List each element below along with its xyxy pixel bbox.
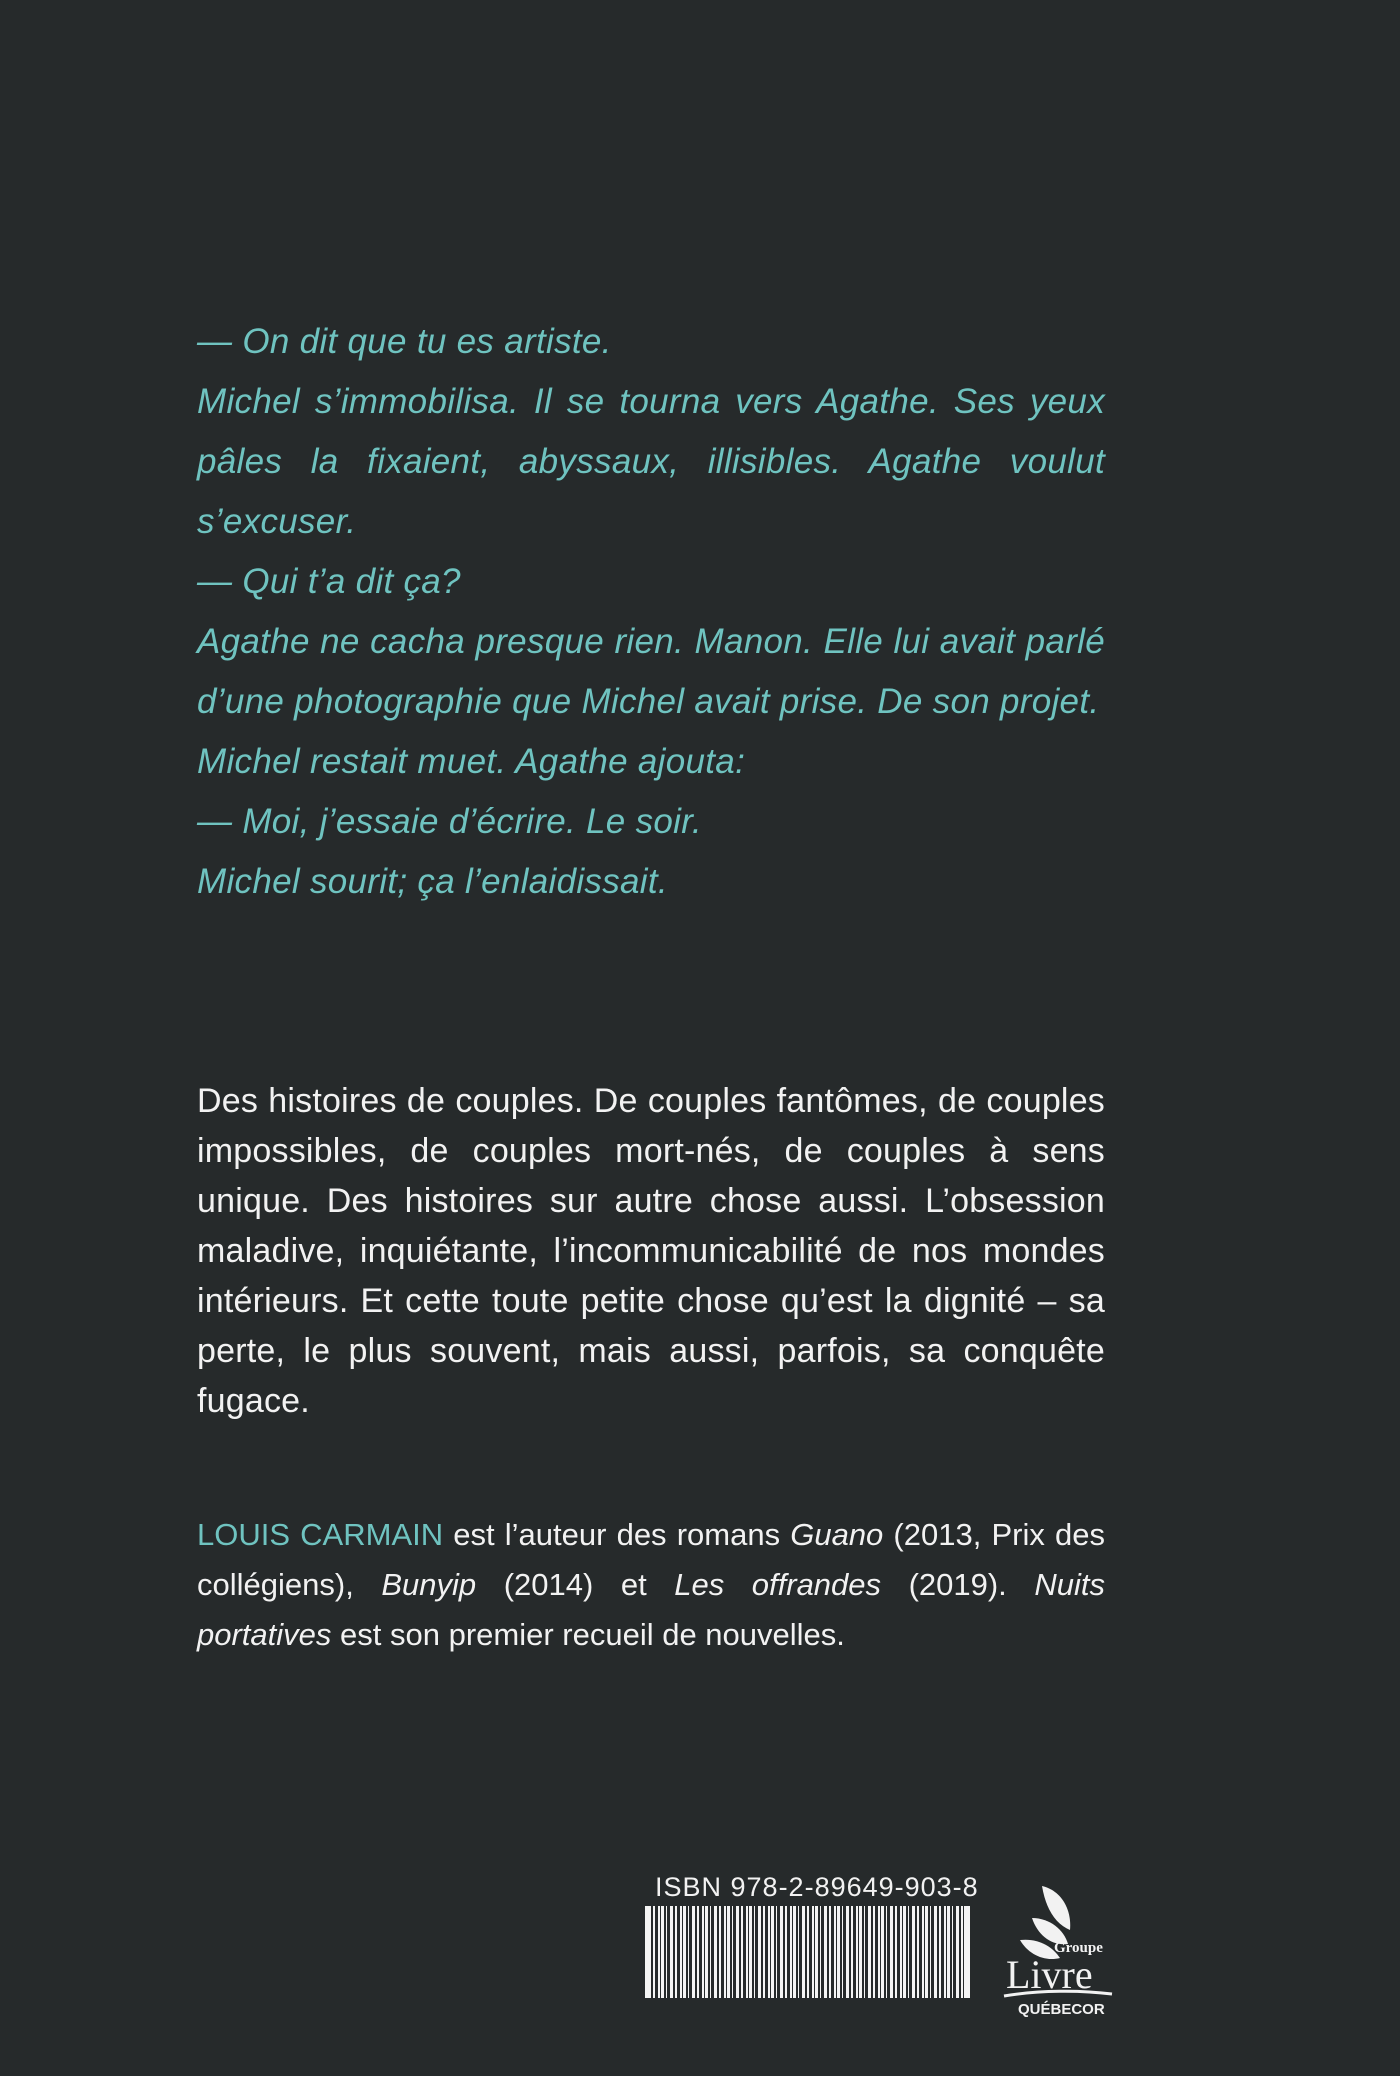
author-name: LOUIS CARMAIN — [197, 1517, 444, 1552]
bio-text: est l’auteur des romans — [443, 1517, 791, 1552]
author-bio — [197, 1510, 1105, 1660]
publisher-logo — [990, 1878, 1130, 2028]
barcode-bars — [651, 1906, 964, 1998]
excerpt-line: Michel restait muet. Agathe ajouta: — [197, 742, 746, 781]
excerpt-line: — Moi, j’essaie d’écrire. Le soir. — [197, 802, 702, 841]
excerpt-line: Michel sourit; ça l’enlaidissait. — [197, 862, 668, 901]
book-title: Les offrandes — [674, 1567, 882, 1602]
excerpt-line: Michel s’immobilisa. Il se tourna vers Agathe. Ses yeux pâles la fixaient, abyssaux, illisibles. Agathe voulut s’excuser. — [197, 382, 1105, 541]
bio-text: (2014) et — [476, 1567, 675, 1602]
barcode — [645, 1906, 970, 1998]
logo-quebecor: QUÉBECOR — [1018, 2001, 1105, 2018]
book-title: Bunyip — [381, 1567, 477, 1602]
isbn-label: ISBN 978-2-89649-903-8 — [655, 1872, 979, 1902]
book-title: Nuits portatives — [197, 1567, 1105, 1652]
book-title: Guano — [790, 1517, 884, 1552]
excerpt-line: Agathe ne cacha presque rien. Manon. Elle lui avait parlé d’une photographie que Michel avait prise. De son projet. — [197, 622, 1105, 721]
excerpt-passage — [197, 312, 1105, 912]
logo-groupe: Groupe — [1054, 1940, 1103, 1956]
leaf-icon — [990, 1878, 1130, 2028]
excerpt-line: — Qui t’a dit ça? — [197, 562, 461, 601]
excerpt-line: — On dit que tu es artiste. — [197, 322, 612, 361]
bio-text: est son premier recueil de nouvelles. — [331, 1617, 845, 1652]
logo-livre: Livre — [1006, 1952, 1093, 1997]
book-blurb: Des histoires de couples. De couples fantômes, de couples impossibles, de couples mort-nés, de couples à sens unique. Des histoires sur autre chose aussi. L’obsession maladive, inquiétante, l’incommunicabilité de nos mondes intérieurs. Et cette toute petite chose qu’est la dignité – sa perte, le plus souvent, mais aussi, parfois, sa conquête fugace. — [197, 1082, 1105, 1420]
bio-text: (2013, Prix des collégiens), — [197, 1517, 1105, 1602]
bio-text: (2019). — [881, 1567, 1035, 1602]
